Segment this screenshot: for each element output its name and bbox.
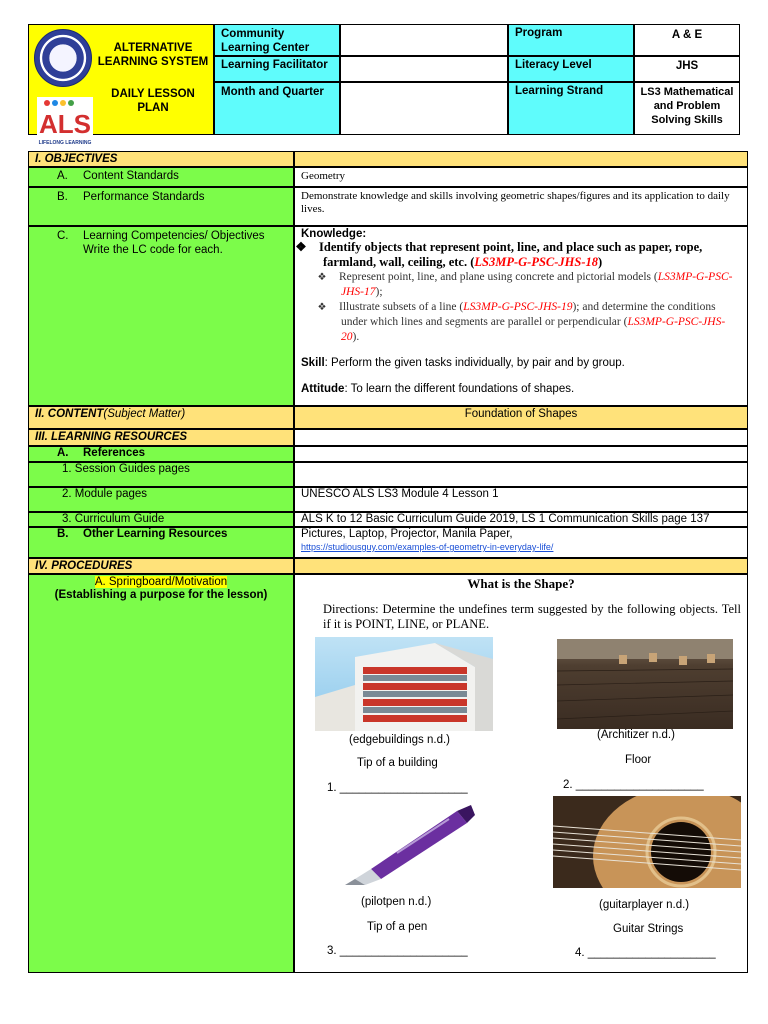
content-heading-cell	[28, 406, 294, 429]
attitude-text: : To learn the different foundations of shapes.	[344, 383, 575, 395]
resources-heading-cell	[28, 429, 294, 446]
session-guides-label-cell	[28, 462, 294, 487]
program-label: Program	[515, 27, 563, 39]
objectives-heading: I. OBJECTIVES	[35, 153, 118, 165]
springboard-label-cell	[28, 574, 294, 973]
literacy-label: Literacy Level	[515, 59, 592, 71]
knowledge-item-1: ❖ Identify objects that represent point, line, and place such as paper, rope, farmland, wall, ceiling, etc. (LS3MP-G-PSC-JHS-18)	[295, 240, 703, 269]
other-resources-value-cell	[294, 527, 748, 558]
diamond-bullet-icon: ❖	[295, 240, 307, 254]
strand-label: Learning Strand	[515, 85, 604, 97]
activity-cell	[294, 574, 748, 973]
plan-title-line1: DAILY LESSON	[111, 88, 195, 100]
month-value-field[interactable]	[340, 82, 508, 135]
content-heading-sub: (Subject Matter)	[103, 408, 186, 420]
competencies-label-cell	[28, 226, 294, 406]
diamond-bullet-icon: ❖	[317, 272, 327, 283]
org-name-line2: LEARNING SYSTEM	[97, 56, 209, 68]
module-pages-value: UNESCO ALS LS3 Module 4 Lesson 1	[301, 488, 499, 500]
activity-title: What is the Shape?	[467, 576, 575, 591]
answer-blank-4[interactable]: 4. ____________________	[575, 947, 716, 959]
lc-code-19: LS3MP-G-PSC-JHS-19	[463, 301, 573, 313]
floor-caption: Floor	[625, 754, 652, 766]
geometry-examples-link[interactable]: https://studiousguy.com/examples-of-geometry-in-everyday-life/	[301, 542, 554, 552]
session-guides-label: 1. Session Guides pages	[62, 463, 190, 475]
answer-blank-2[interactable]: 2. ____________________	[563, 779, 704, 791]
literacy-value: JHS	[675, 60, 699, 72]
plan-title-line2: PLAN	[137, 102, 169, 114]
content-standards-value-cell	[294, 167, 748, 187]
competencies-letter: C.	[57, 230, 69, 242]
literacy-value-cell	[634, 56, 740, 82]
floor-photo	[557, 639, 733, 729]
guitar-credit: (guitarplayer n.d.)	[599, 899, 690, 911]
content-standards-label: Content Standards	[83, 170, 179, 182]
content-value-cell	[294, 406, 748, 429]
references-letter: A.	[57, 447, 69, 459]
diamond-bullet-icon: ❖	[317, 302, 327, 313]
springboard-sub: (Establishing a purpose for the lesson)	[54, 589, 268, 601]
building-credit: (edgebuildings n.d.)	[349, 734, 451, 746]
procedures-heading: IV. PROCEDURES	[35, 560, 133, 572]
knowledge-label: Knowledge:	[301, 228, 367, 240]
answer-blank-3[interactable]: 3. ____________________	[327, 945, 468, 957]
clc-label: Community Learning Center	[221, 28, 310, 54]
performance-standards-value: Demonstrate knowledge and skills involving geometric shapes/figures and its application to daily lives.	[301, 190, 730, 215]
references-label: References	[83, 447, 146, 459]
skill-line	[301, 357, 741, 369]
performance-standards-letter: B.	[57, 191, 68, 203]
skill-text: : Perform the given tasks individually, by pair and by group.	[324, 357, 625, 369]
performance-standards-label-cell	[28, 187, 294, 226]
header-logo-cell	[28, 24, 214, 146]
facilitator-label-cell	[214, 56, 340, 82]
facilitator-label: Learning Facilitator	[221, 59, 328, 71]
answer-blank-1[interactable]: 1. ____________________	[327, 782, 468, 794]
pen-credit: (pilotpen n.d.)	[361, 896, 432, 908]
other-resources-label-cell	[28, 527, 294, 558]
svg-text:ALS: ALS	[39, 109, 91, 139]
strand-value-cell	[634, 82, 740, 135]
module-pages-label-cell	[28, 487, 294, 512]
clc-label-cell	[214, 24, 340, 56]
pen-caption: Tip of a pen	[367, 921, 428, 933]
curriculum-guide-label: 3. Curriculum Guide	[62, 513, 165, 525]
lc-code-17: LS3MP-G-PSC-JHS-17	[341, 271, 733, 298]
program-value: A & E	[671, 29, 703, 41]
literacy-label-cell	[508, 56, 634, 82]
module-pages-value-cell	[294, 487, 748, 512]
als-logo	[37, 97, 93, 147]
guitar-caption: Guitar Strings	[613, 923, 684, 935]
session-guides-value-cell	[294, 462, 748, 487]
competencies-value-cell	[294, 226, 748, 406]
other-resources-value: Pictures, Laptop, Projector, Manila Paper,	[301, 528, 513, 540]
content-heading: II. CONTENT	[35, 408, 104, 420]
resources-heading-right	[294, 429, 748, 446]
content-standards-letter: A.	[57, 170, 68, 182]
performance-standards-value-cell	[294, 187, 748, 226]
lc-code-18: LS3MP-G-PSC-JHS-18	[474, 255, 598, 269]
attitude-line	[301, 383, 741, 395]
guitar-photo	[553, 796, 741, 888]
other-resources-letter: B.	[57, 528, 69, 540]
month-label: Month and Quarter	[221, 86, 324, 98]
springboard-label: A. Springboard/Motivation	[94, 576, 228, 588]
program-value-cell	[634, 24, 740, 56]
skill-label: Skill	[301, 357, 325, 369]
resources-heading: III. LEARNING RESOURCES	[35, 431, 188, 443]
curriculum-guide-value: ALS K to 12 Basic Curriculum Guide 2019, LS 1 Communication Skills page 137	[301, 513, 710, 525]
content-standards-label-cell	[28, 167, 294, 187]
performance-standards-label: Performance Standards	[83, 191, 205, 203]
knowledge-item-3: ❖ Illustrate subsets of a line (LS3MP-G-PSC-JHS-19); and determine the conditions under which lines and segments are parallel or perpendicular (LS3MP-G-PSC-JHS-20).	[317, 301, 726, 343]
org-name-line1: ALTERNATIVE	[113, 42, 193, 54]
references-label-cell	[28, 446, 294, 462]
clc-value-field[interactable]	[340, 24, 508, 56]
strand-value: LS3 Mathematical and Problem Solving Skills	[640, 86, 734, 126]
curriculum-guide-value-cell	[294, 512, 748, 527]
content-standards-value: Geometry	[301, 170, 345, 182]
building-caption: Tip of a building	[357, 757, 438, 769]
lc-code-20: LS3MP-G-PSC-JHS-20	[341, 316, 726, 343]
procedures-heading-cell	[28, 558, 294, 574]
facilitator-value-field[interactable]	[340, 56, 508, 82]
floor-credit: (Architizer n.d.)	[597, 729, 675, 741]
attitude-label: Attitude	[301, 383, 345, 395]
month-label-cell	[214, 82, 340, 135]
building-photo	[315, 637, 493, 731]
strand-label-cell	[508, 82, 634, 135]
references-value-cell	[294, 446, 748, 462]
knowledge-item-2: ❖ Represent point, line, and plane using concrete and pictorial models (LS3MP-G-PSC-JHS-17);	[317, 271, 733, 298]
curriculum-guide-label-cell	[28, 512, 294, 527]
objectives-heading-right	[294, 151, 748, 167]
objectives-heading-left	[28, 151, 294, 167]
pen-photo	[337, 803, 477, 887]
content-value: Foundation of Shapes	[464, 408, 578, 420]
module-pages-label: 2. Module pages	[62, 488, 148, 500]
program-label-cell	[508, 24, 634, 56]
other-resources-label: Other Learning Resources	[83, 528, 228, 540]
activity-directions: Directions: Determine the undefines term suggested by the following objects. Tell if it is POINT, LINE, or PLANE.	[323, 602, 741, 631]
competencies-label: Learning Competencies/ Objectives Write the LC code for each.	[83, 230, 265, 256]
deped-seal-logo	[34, 29, 92, 87]
procedures-heading-right	[294, 558, 748, 574]
svg-text:LIFELONG LEARNING: LIFELONG LEARNING	[38, 140, 92, 146]
